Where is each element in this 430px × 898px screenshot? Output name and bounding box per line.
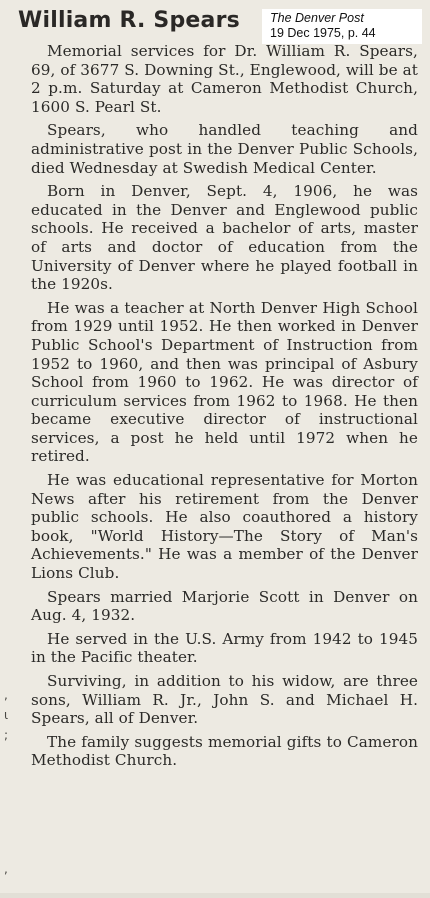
paragraph-career: He was a teacher at North Denver High School from 1929 until 1952. He then worked in Denver Public School's Department of Instruction from 1952 to 1960, and then was principal of Asbury School from 1960 to 1962. He was director of curriculum services from 1962 to 1968. He then became executive director of instructional services, a post he held until 1972 when he retired. — [31, 298, 418, 466]
clipping-bottom-edge — [0, 893, 430, 898]
margin-mark: ι — [4, 708, 9, 722]
margin-mark: , — [4, 862, 8, 876]
obituary-headline: William R. Spears — [18, 8, 240, 33]
paragraph-memorial-gifts: The family suggests memorial gifts to Cameron Methodist Church. — [31, 732, 418, 770]
obituary-body — [31, 42, 418, 775]
paragraph-survivors: Surviving, in addition to his widow, are three sons, William R. Jr., John S. and Michael H. Spears, all of Denver. — [31, 672, 418, 728]
source-citation — [262, 9, 422, 44]
paragraph-memorial-services: Memorial services for Dr. William R. Spears, 69, of 3677 S. Downing St., Englewood, will be at 2 p.m. Saturday at Cameron Methodist Church, 1600 S. Pearl St. — [31, 42, 418, 116]
paragraph-marriage: Spears married Marjorie Scott in Denver on Aug. 4, 1932. — [31, 587, 418, 625]
margin-mark: ; — [4, 728, 9, 742]
citation-date-page: 19 Dec 1975, p. 44 — [270, 26, 376, 40]
paragraph-later-work: He was educational representative for Morton News after his retirement from the Denver public schools. He also coauthored a history book, "World History—The Story of Man's Achievements." He was a member of the Denver Lions Club. — [31, 471, 418, 583]
margin-mark: , — [4, 688, 8, 702]
paragraph-education: Born in Denver, Sept. 4, 1906, he was educated in the Denver and Englewood public schools. He received a bachelor of arts, master of arts and doctor of education from the University of Denver where he played football in the 1920s. — [31, 182, 418, 294]
paragraph-military: He served in the U.S. Army from 1942 to 1945 in the Pacific theater. — [31, 629, 418, 667]
paragraph-death: Spears, who handled teaching and administrative post in the Denver Public Schools, died Wednesday at Swedish Medical Center. — [31, 121, 418, 177]
citation-publication: The Denver Post — [270, 11, 364, 25]
